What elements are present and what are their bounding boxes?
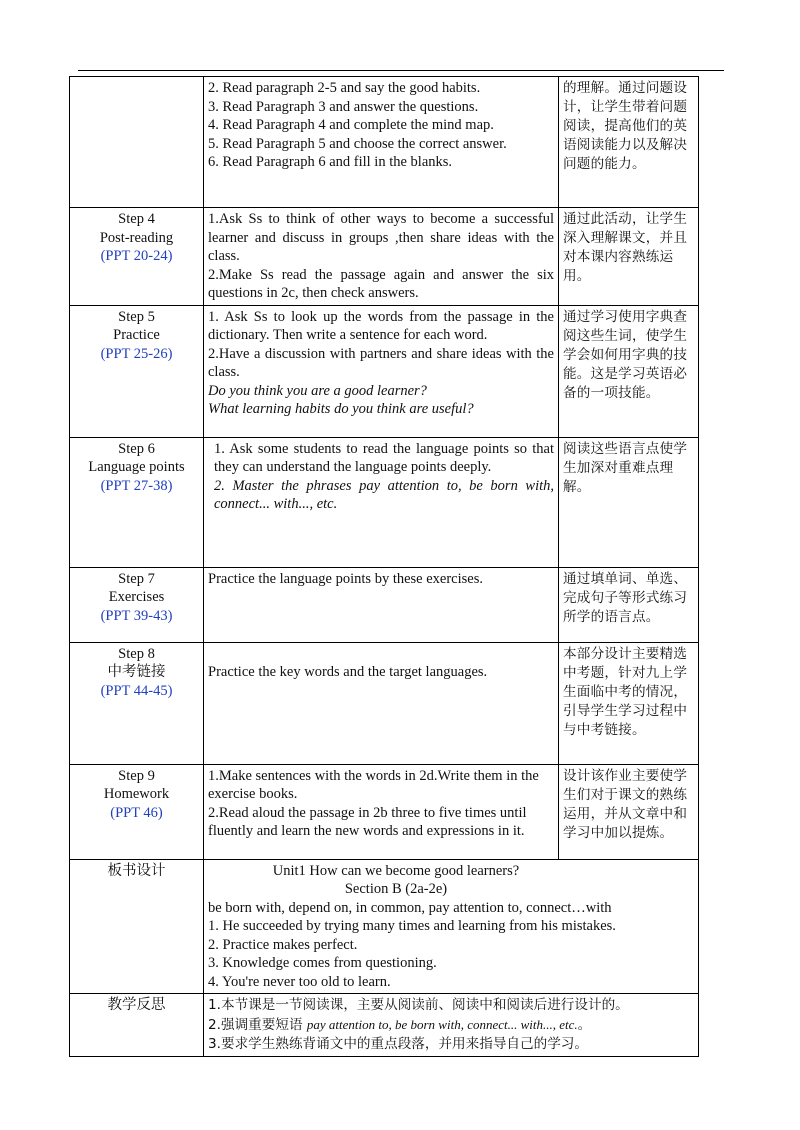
step-title: Exercises xyxy=(108,589,165,605)
reflection-line: 1.本节课是一节阅读课，主要从阅读前、阅读中和阅读后进行设计的。 xyxy=(208,997,629,1013)
activity-cell xyxy=(204,208,559,306)
board-sentence: 4. You're never too old to learn. xyxy=(208,973,391,990)
reflection-prefix: 2.强调重要短语 xyxy=(208,1017,303,1033)
activity-line: 4. Read Paragraph 4 and complete the mind map. xyxy=(208,117,494,133)
table-row xyxy=(70,567,699,642)
step-number: Step 5 xyxy=(118,308,155,325)
purpose-cell: 通过学习使用字典查阅这些生词，使学生学会如何用字典的技能。这是学习英语必备的一项技能。 xyxy=(559,305,699,437)
step-title: Language points xyxy=(88,459,185,475)
activity-line: 2.Make Ss read the passage again and answer the six questions in 2c, then check answers. xyxy=(208,266,554,301)
ppt-range: (PPT 39-43) xyxy=(100,607,173,624)
activity-cell xyxy=(204,642,559,764)
reflection-line xyxy=(208,1015,694,1035)
activity-line: 6. Read Paragraph 6 and fill in the blanks. xyxy=(208,154,453,170)
ppt-range: (PPT 20-24) xyxy=(100,248,173,264)
step-title: 中考链接 xyxy=(107,664,166,680)
ppt-range: (PPT 46) xyxy=(110,804,163,821)
step-title: Post-reading xyxy=(99,229,174,246)
reflection-suffix: 。 xyxy=(577,1017,592,1033)
step-cell xyxy=(70,437,204,567)
step-number: Step 4 xyxy=(118,211,155,227)
activity-line: 1. Ask some students to read the language points so that they can understand the language points deeply. xyxy=(214,440,554,475)
activity-line: 2.Read aloud the passage in 2b three to five times until fluently and learn the new words and expressions in it. xyxy=(208,804,527,839)
board-design-content xyxy=(204,859,699,994)
step-number: Step 6 xyxy=(118,440,155,457)
board-design-row xyxy=(70,859,699,994)
ppt-range: (PPT 27-38) xyxy=(100,477,173,494)
activity-line: 1.Ask Ss to think of other ways to become a successful learner and discuss in groups ,then share ideas with the class. xyxy=(208,211,554,264)
ppt-range: (PPT 25-26) xyxy=(100,345,173,362)
reflection-content xyxy=(204,994,699,1057)
activity-line: 1.Make sentences with the words in 2d.Write them in the exercise books. xyxy=(208,767,539,802)
step-number: Step 9 xyxy=(118,767,155,784)
activity-cell xyxy=(204,567,559,642)
activity-cell xyxy=(204,764,559,859)
board-section: Section B (2a-2e) xyxy=(344,881,448,897)
activity-cell xyxy=(204,437,559,567)
table-row xyxy=(70,437,699,567)
activity-line: 1. Ask Ss to look up the words from the passage in the dictionary. Then write a sentence for each word. xyxy=(208,308,554,343)
step-cell xyxy=(70,764,204,859)
board-title: Unit1 How can we become good learners? xyxy=(272,862,520,879)
step-cell xyxy=(70,305,204,437)
step-title: Practice xyxy=(113,327,160,343)
activity-line: 2. Read paragraph 2-5 and say the good habits. xyxy=(208,80,481,96)
activity-cell xyxy=(204,305,559,437)
activity-line: Practice the key words and the target languages. xyxy=(208,663,488,680)
activity-cell xyxy=(204,77,559,208)
purpose-cell: 通过填单词、单选、完成句子等形式练习所学的语言点。 xyxy=(559,567,699,642)
lesson-plan-table xyxy=(69,76,699,1057)
activity-line: Practice the language points by these exercises. xyxy=(208,570,483,587)
step-cell xyxy=(70,208,204,306)
activity-prefix: 2. Master the phrases xyxy=(214,477,352,494)
reflection-row xyxy=(70,994,699,1057)
reflection-phrases: pay attention to, be born with, connect... with..., etc. xyxy=(306,1017,578,1032)
ppt-range: (PPT 44-45) xyxy=(100,682,173,699)
table-row xyxy=(70,77,699,208)
board-design-label: 板书设计 xyxy=(70,859,204,994)
step-title: Homework xyxy=(103,786,170,802)
board-sentence: 1. He succeeded by trying many times and learning from his mistakes. xyxy=(208,918,616,934)
discussion-question: Do you think you are a good learner? xyxy=(208,382,427,399)
purpose-cell: 本部分设计主要精选中考题，针对九上学生面临中考的情况，引导学生学习过程中与中考链接。 xyxy=(559,642,699,764)
phrase-list: pay attention to, be born with, connect... with..., etc. xyxy=(214,477,554,512)
table-row xyxy=(70,208,699,306)
step-number: Step 7 xyxy=(118,570,155,587)
activity-line: 3. Read Paragraph 3 and answer the questions. xyxy=(208,98,479,115)
purpose-cell: 设计该作业主要使学生们对于课文的熟练运用，并从文章中和学习中加以提炼。 xyxy=(559,764,699,859)
reflection-label: 教学反思 xyxy=(70,994,204,1057)
reflection-line: 3.要求学生熟练背诵文中的重点段落，并用来指导自己的学习。 xyxy=(208,1036,588,1052)
purpose-cell: 的理解。通过问题设计，让学生带着问题阅读，提高他们的英语阅读能力以及解决问题的能力。 xyxy=(559,77,699,208)
purpose-cell: 阅读这些语言点使学生加深对重难点理解。 xyxy=(559,437,699,567)
step-cell xyxy=(70,567,204,642)
activity-line: 2.Have a discussion with partners and share ideas with the class. xyxy=(208,345,554,380)
table-row xyxy=(70,642,699,764)
step-cell xyxy=(70,642,204,764)
purpose-cell: 通过此活动，让学生深入理解课文，并且对本课内容熟练运用。 xyxy=(559,208,699,306)
activity-line: 5. Read Paragraph 5 and choose the correct answer. xyxy=(208,135,507,152)
activity-line xyxy=(214,477,554,514)
discussion-question: What learning habits do you think are useful? xyxy=(208,401,474,417)
board-sentence: 2. Practice makes perfect. xyxy=(208,936,358,953)
header-rule xyxy=(78,70,724,71)
board-phrases: be born with, depend on, in common, pay attention to, connect…with xyxy=(208,899,612,916)
board-sentence: 3. Knowledge comes from questioning. xyxy=(208,955,437,971)
table-row xyxy=(70,764,699,859)
table-row xyxy=(70,305,699,437)
step-cell xyxy=(70,77,204,208)
step-number: Step 8 xyxy=(118,645,155,662)
